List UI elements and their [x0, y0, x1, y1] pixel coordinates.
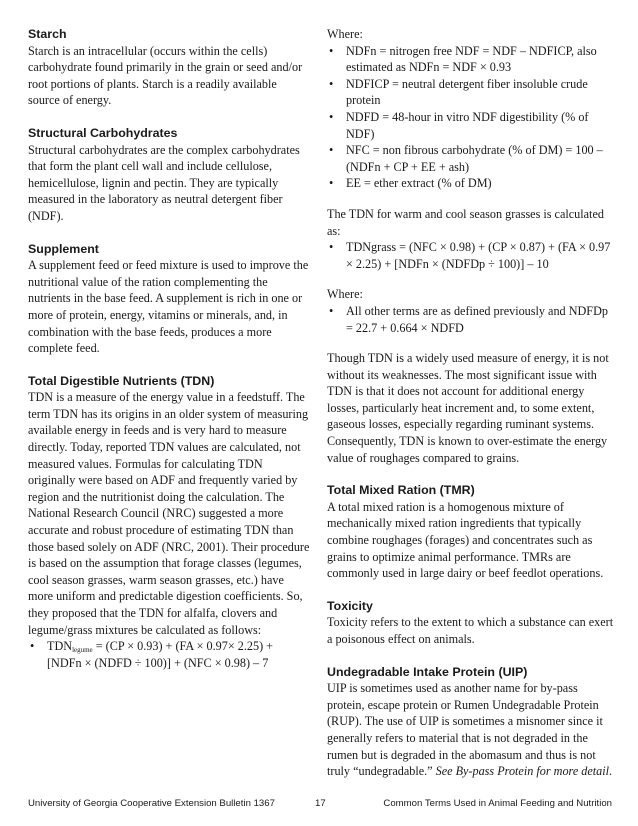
page-number: 17 [315, 798, 326, 809]
tdn-legume-formula-list [28, 638, 310, 671]
heading-uip: Undegradable Intake Protein (UIP) [327, 664, 528, 679]
heading-toxicity: Toxicity [327, 598, 373, 613]
definitions-list [327, 43, 615, 192]
uip-end: . [609, 764, 613, 779]
heading-supplement: Supplement [28, 241, 99, 256]
section-tmr [327, 482, 615, 582]
formula-rest: = (CP × 0.93) + (FA × 0.97× 2.25) + [NDFn × (NDFD ÷ 100)] + (NFC × 0.98) – 7 [47, 639, 274, 670]
grass-formula: • TDNgrass = (NFC × 0.98) + (CP × 0.87) + (FA × 0.97 × 2.25) + [NDFn × (NDFDp ÷ 100)] – 10 [327, 239, 615, 272]
section-structural-carbohydrates [28, 125, 310, 225]
body-starch: Starch is an intracellular (occurs within the cells) carbohydrate found primarily in the grain or seed and/or root portions of plants. Starch is a readily available source of energy. [28, 43, 303, 108]
where-label-2: Where: [327, 287, 363, 302]
heading-tmr: Total Mixed Ration (TMR) [327, 483, 475, 498]
definition-item: • NDFD = 48-hour in vitro NDF digestibility (% of NDF) [327, 109, 615, 142]
definitions-list-2 [327, 303, 615, 336]
body-supplement: A supplement feed or feed mixture is used to improve the nutritional value of the ration complementing the nutrients in the base feed. A supplement is rich in one or more of protein, energy, vitamins or minerals, and, in combination with the base feeds, produces a more complete feed. [28, 258, 309, 356]
tdn-legume-formula [28, 638, 310, 671]
definition-item: • NDFICP = neutral detergent fiber insoluble crude protein [327, 76, 615, 109]
where-block-1 [327, 26, 615, 192]
tdn-caveat-block [327, 350, 615, 466]
grass-formula-list [327, 239, 615, 272]
right-column [327, 26, 615, 796]
page-footer [28, 797, 612, 811]
definition-item: • EE = ether extract (% of DM) [327, 175, 615, 192]
body-tmr: A total mixed ration is a homogenous mixture of mechanically mixed ration ingredients that typically combine roughages (forages) and concentrates such as grains to optimize animal performance. TMRs are commonly used in large dairy or beef feedlot operations. [327, 499, 604, 581]
definition-item: • NDFn = nitrogen free NDF = NDF – NDFICP, also estimated as NDFn = NDF × 0.93 [327, 43, 615, 76]
where-label-1: Where: [327, 27, 363, 41]
body-structural-carbohydrates: Structural carbohydrates are the complex carbohydrates that form the plant cell wall and include cellulose, hemicellulose, lignin and pectin. They are typically measured in the laboratory as neutral detergent fiber (NDF). [28, 142, 300, 223]
section-toxicity [327, 598, 615, 648]
body-tdn: TDN is a measure of the energy value in a feedstuff. The term TDN has its origins in an older system of measuring available energy in feeds and is very hard to measure directly. Today, reported TDN values are calculated, not measured values. Formulas for calculating TDN originally were based on ADF and frequently varied by region and the nutritionist doing the calculation. The National Research Council (NRC) suggested a more accurate and robust procedure of estimating TDN than those based solely on ADF (NRC, 2001). Their procedure is based on the assumption that forage classes (legumes, cool season grasses, warm season grasses, etc.) have more uniform and predictable digestion coefficients. So, they proposed that the TDN for alfalfa, clovers and legume/grass mixtures be calculated as follows: [28, 390, 310, 637]
heading-starch: Starch [28, 27, 67, 41]
footer-publication: University of Georgia Cooperative Extension Bulletin 1367 [28, 798, 275, 809]
formula-prefix: TDN [47, 639, 73, 654]
definition-item: • NFC = non fibrous carbohydrate (% of DM) = 100 – (NDFn + CP + EE + ash) [327, 142, 615, 175]
section-tdn [28, 373, 310, 672]
grass-intro: The TDN for warm and cool season grasses is calculated as: [327, 206, 604, 238]
heading-tdn: Total Digestible Nutrients (TDN) [28, 373, 215, 388]
section-uip [327, 664, 615, 780]
footer-title: Common Terms Used in Animal Feeding and Nutrition [383, 798, 612, 809]
uip-text: UIP is sometimes used as another name for by-pass protein, escape protein or Rumen Undegradable Protein (RUP). The use of UIP is sometimes a misnomer since it generally refers to material that is not degraded in the rumen but is degraded in the abomasum and thus is not truly “undegradable.” [327, 681, 603, 779]
heading-structural-carbohydrates: Structural Carbohydrates [28, 125, 178, 140]
body-toxicity: Toxicity refers to the extent to which a substance can exert a poisonous effect on animals. [327, 615, 614, 646]
uip-see-also: See By-pass Protein for more detail [435, 764, 610, 779]
body-uip [327, 680, 615, 780]
where-block-2 [327, 286, 615, 336]
tdn-caveat: Though TDN is a widely used measure of energy, it is not without its weaknesses. The most significant issue with TDN is that it does not account for additional energy losses, particularly heat increment and, to some extent, gaseous losses, especially regarding ruminant systems. Consequently, TDN is known to over-estimate the energy value of roughages compared to grains. [327, 351, 609, 465]
definition-item: • All other terms are as defined previously and NDFDp = 22.7 + 0.664 × NDFD [327, 303, 615, 336]
formula-subscript: legume [72, 646, 93, 655]
grass-formula-block [327, 206, 615, 272]
left-column [28, 26, 310, 687]
section-supplement [28, 241, 310, 357]
section-starch [28, 26, 310, 109]
